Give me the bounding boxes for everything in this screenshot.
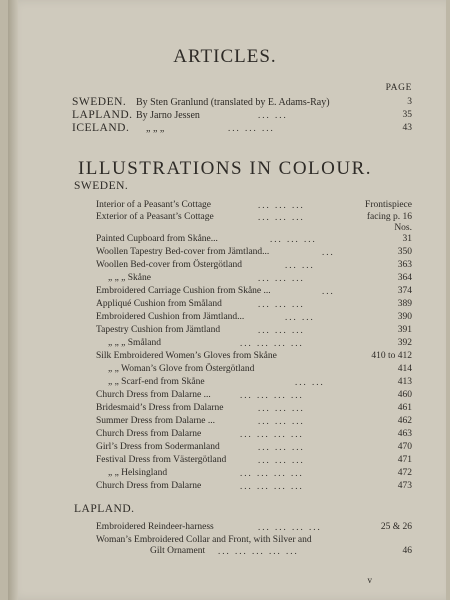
illustration-title: Silk Embroidered Women’s Gloves from Skåne [96, 351, 277, 361]
leader-dots: ... [322, 247, 335, 257]
page-column-header: PAGE [385, 83, 412, 93]
page-folio: v [367, 575, 372, 585]
article-author: By Sten Granlund (translated by E. Adams-Ray) [136, 97, 330, 108]
illustration-title: Girl’s Dress from Sodermanland [96, 442, 220, 452]
illustration-title: „ „ „ Småland [108, 338, 162, 348]
leader-dots: ... ... ... [270, 234, 317, 244]
leader-dots: ... ... ... ... [240, 481, 304, 491]
leader-dots: ... ... ... ... [240, 468, 304, 478]
leader-dots: ... ... ... [258, 442, 305, 452]
sweden-heading: SWEDEN. [74, 180, 129, 192]
leader-dots: ... ... ... [258, 212, 305, 222]
plate-reference: 410 to 412 [371, 351, 412, 361]
article-page: 43 [402, 123, 412, 133]
illustration-title: „ „ Helsingland [108, 468, 168, 478]
illustration-title: Tapestry Cushion from Jämtland [96, 325, 221, 335]
plate-reference: 462 [397, 416, 412, 426]
illustration-title: Woollen Tapestry Bed-cover from Jämtland... [96, 247, 270, 257]
plate-reference: 460 [397, 390, 412, 400]
plate-reference: 350 [397, 247, 412, 257]
illustration-title: Embroidered Reindeer-harness [96, 522, 214, 532]
leader-dots: ... ... [258, 110, 288, 120]
illustration-title: „ „ „ Skåne [108, 273, 151, 283]
plate-reference: 374 [397, 286, 412, 296]
leader-dots: ... ... ... [258, 299, 305, 309]
plate-reference: 389 [397, 299, 412, 309]
illustrations-title: ILLUSTRATIONS IN COLOUR. [77, 158, 373, 179]
lapland-heading: LAPLAND. [74, 503, 135, 515]
leader-dots: ... ... ... [258, 325, 305, 335]
plate-reference: facing p. 16 [366, 212, 412, 222]
leader-dots: ... ... ... ... [240, 390, 304, 400]
plate-reference: 461 [397, 403, 412, 413]
article-author: „ „ „ [146, 123, 165, 134]
leader-dots: ... ... [285, 312, 315, 322]
page-gutter-shadow [8, 0, 18, 600]
plate-reference: 414 [397, 364, 412, 374]
leader-dots: ... ... ... [258, 416, 305, 426]
leader-dots: ... ... ... ... ... [218, 546, 299, 556]
illustration-title: Church Dress from Dalarne ... [96, 390, 211, 400]
plate-reference: 364 [397, 273, 412, 283]
plate-reference: 472 [397, 468, 412, 478]
plate-reference: 463 [397, 429, 412, 439]
plate-reference: 413 [397, 377, 412, 387]
plate-reference: Frontispiece [365, 200, 412, 210]
plate-reference: 25 & 26 [380, 522, 412, 532]
leader-dots: ... ... ... [258, 403, 305, 413]
illustration-title: Appliqué Cushion from Småland [96, 299, 222, 309]
numbers-column-header: Nos. [394, 223, 412, 233]
article-page: 3 [407, 97, 412, 107]
illustration-title: Interior of a Peasant’s Cottage [96, 200, 212, 210]
plate-reference: 473 [397, 481, 412, 491]
plate-reference: 363 [397, 260, 412, 270]
illustration-title: Festival Dress from Västergötland [96, 455, 227, 465]
illustration-title: Woman’s Embroidered Collar and Front, with Silver and [96, 535, 312, 545]
leader-dots: ... ... ... [228, 123, 275, 133]
leader-dots: ... ... ... ... [258, 522, 322, 532]
illustration-title: Exterior of a Peasant’s Cottage [96, 212, 214, 222]
illustration-title: Woollen Bed-cover from Östergötland [96, 260, 243, 270]
illustration-title: Church Dress from Dalarne [96, 429, 202, 439]
illustration-title: Embroidered Carriage Cushion from Skåne ... [96, 286, 271, 296]
illustration-title: Gilt Ornament [150, 546, 206, 556]
article-author: By Jarno Jessen [136, 110, 200, 121]
illustration-title: „ „ Scarf-end from Skåne [108, 377, 205, 387]
article-page: 35 [402, 110, 412, 120]
article-country: SWEDEN. [72, 96, 127, 108]
plate-reference: 471 [397, 455, 412, 465]
plate-reference: 390 [397, 312, 412, 322]
plate-reference: 392 [397, 338, 412, 348]
plate-reference: 470 [397, 442, 412, 452]
leader-dots: ... ... [285, 260, 315, 270]
illustration-title: Bridesmaid’s Dress from Dalarne [96, 403, 224, 413]
illustration-title: Embroidered Cushion from Jämtland... [96, 312, 245, 322]
leader-dots: ... ... ... [258, 200, 305, 210]
illustration-title: Church Dress from Dalarne [96, 481, 202, 491]
leader-dots: ... ... ... [258, 273, 305, 283]
leader-dots: ... ... [295, 377, 325, 387]
plate-reference: 391 [397, 325, 412, 335]
leader-dots: ... ... ... [258, 455, 305, 465]
leader-dots: ... ... ... ... [240, 429, 304, 439]
leader-dots: ... [322, 286, 335, 296]
article-country: ICELAND. [72, 122, 130, 134]
leader-dots: ... ... ... ... [240, 338, 304, 348]
articles-title: ARTICLES. [173, 46, 277, 67]
illustration-title: Painted Cupboard from Skåne... [96, 234, 218, 244]
article-country: LAPLAND. [72, 109, 133, 121]
illustration-title: „ „ Woman’s Glove from Östergötland [108, 364, 255, 374]
plate-reference: 46 [402, 546, 412, 556]
plate-reference: 31 [402, 234, 412, 244]
illustration-title: Summer Dress from Dalarne ... [96, 416, 215, 426]
